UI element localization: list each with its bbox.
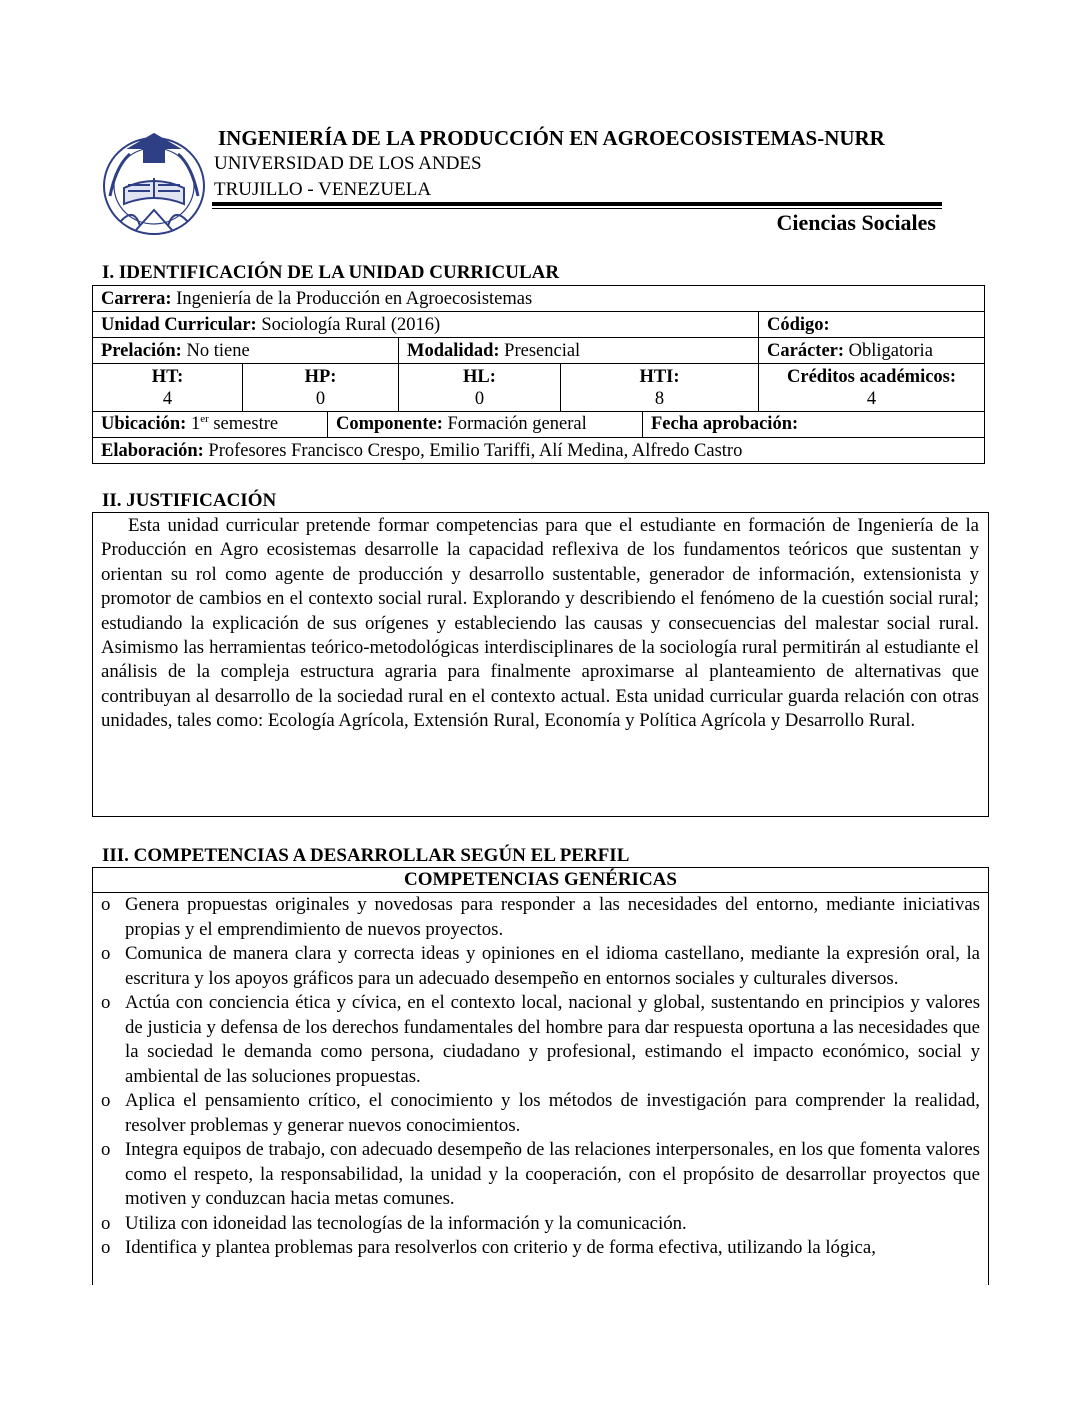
list-item: o Utiliza con idoneidad las tecnologías de la información y la comunicación.: [93, 1212, 980, 1237]
university-name: UNIVERSIDAD DE LOS ANDES: [214, 153, 482, 174]
table-row: [93, 338, 985, 364]
competencies-box: [92, 867, 989, 1285]
institution-title: INGENIERÍA DE LA PRODUCCIÓN EN AGROECOSISTEMAS-NURR: [218, 126, 885, 150]
hp-cell: HP: 0: [243, 364, 399, 412]
codigo-cell: Código:: [759, 312, 985, 338]
ht-cell: HT: 4: [93, 364, 243, 412]
justification-text: Esta unidad curricular pretende formar competencias para que el estudiante en formación de Ingeniería de la Producción en Agro ecosistemas desarrolle la capacidad reflexiva de los fundamentos teóricos que sustentan y orientan su rol como agente de producción y desarrollo sustentable, generador de información, extensionista y promotor de cambios en el contexto social rural. Explorando y describiendo el fenómeno de la cuestión social rural; estudiando la explicación de sus orígenes y estableciendo las causas y consecuencias del malestar social rural. Asimismo las herramientas teórico-metodológicas interdisciplinares de la sociología rural permitirán al estudiante el análisis de la compleja estructura agraria para finalmente aproximarse al planteamiento de alternativas que contribuyan al desarrollo de la sociedad rural en el contexto actual. Esta unidad curricular guarda relación con otras unidades, tales como: Ecología Agrícola, Extensión Rural, Economía y Política Agrícola y Desarrollo Rural.: [101, 515, 979, 732]
bullet-icon: o: [101, 943, 111, 964]
carrera-cell: Carrera: Ingeniería de la Producción en Agroecosistemas: [93, 286, 985, 312]
list-item: o Identifica y plantea problemas para resolverlos con criterio y de forma efectiva, utilizando la lógica,: [93, 1236, 980, 1261]
fecha-cell: Fecha aprobación:: [651, 414, 799, 434]
identification-table: [92, 285, 985, 464]
bullet-icon: o: [101, 1139, 111, 1160]
header-divider-thick: [212, 202, 942, 206]
ubicacion-row-cell: [93, 412, 985, 438]
university-seal-icon: [100, 126, 208, 238]
table-row: [93, 364, 985, 412]
competencies-header: COMPETENCIAS GENÉRICAS: [93, 868, 988, 893]
list-item: o Comunica de manera clara y correcta ideas y opiniones en el idioma castellano, mediante la expresión oral, la escritura y los apoyos gráficos para un adecuado desempeño en entornos sociales y culturales diversos.: [101, 943, 980, 989]
modalidad-cell: Modalidad: Presencial: [399, 338, 759, 364]
competencies-list: [93, 893, 988, 1261]
table-row: [93, 412, 985, 438]
bullet-icon: o: [101, 1090, 111, 1111]
prelacion-cell: Prelación: No tiene: [93, 338, 399, 364]
hl-cell: HL: 0: [399, 364, 561, 412]
bullet-icon: o: [101, 894, 111, 915]
componente-cell: Componente: Formación general: [328, 412, 643, 437]
creditos-cell: Créditos académicos: 4: [759, 364, 985, 412]
bullet-icon: o: [101, 992, 111, 1013]
list-item: o Aplica el pensamiento crítico, el conocimiento y los métodos de investigación para comprender la realidad, resolver problemas y generar nuevos conocimientos.: [101, 1090, 980, 1136]
section-title-identification: I. IDENTIFICACIÓN DE LA UNIDAD CURRICULAR: [102, 262, 560, 283]
bullet-icon: o: [101, 1212, 111, 1234]
hti-cell: HTI: 8: [561, 364, 759, 412]
list-item: o Genera propuestas originales y novedosas para responder a las necesidades del entorno, mediante iniciativas propias y el emprendimiento de nuevos proyectos.: [101, 894, 980, 940]
list-item: o Integra equipos de trabajo, con adecuado desempeño de las relaciones interpersonales, en los que fomenta valores como el respeto, la responsabilidad, la unidad y la cooperación, con el propósito de desarrollar proyectos que motiven y conduzcan hacia metas comunes.: [101, 1139, 980, 1209]
table-row: [93, 438, 985, 464]
bullet-icon: o: [101, 1237, 111, 1258]
subject-area: Ciencias Sociales: [776, 210, 936, 235]
unidad-cell: Unidad Curricular: Sociología Rural (2016): [93, 312, 759, 338]
ubicacion-cell: Ubicación: 1er semestre: [93, 412, 328, 437]
table-row: [93, 312, 985, 338]
elaboracion-cell: Elaboración: Profesores Francisco Crespo, Emilio Tariffi, Alí Medina, Alfredo Castro: [93, 438, 985, 464]
section-title-justification: II. JUSTIFICACIÓN: [102, 490, 277, 511]
list-item: o Actúa con conciencia ética y cívica, en el contexto local, nacional y global, sustentando en principios y valores de justicia y defensa de los derechos fundamentales del hombre para dar respuesta oportuna a las necesidades que la sociedad le demanda como persona, ciudadano y profesional, estimando el impacto económico, social y ambiental de las soluciones propuestas.: [101, 992, 980, 1087]
table-row: [93, 286, 985, 312]
header-divider-thin: [212, 208, 942, 209]
location-line: TRUJILLO - VENEZUELA: [214, 179, 432, 200]
caracter-cell: Carácter: Obligatoria: [759, 338, 985, 364]
section-title-competencies: III. COMPETENCIAS A DESARROLLAR SEGÚN EL PERFIL: [102, 845, 630, 866]
